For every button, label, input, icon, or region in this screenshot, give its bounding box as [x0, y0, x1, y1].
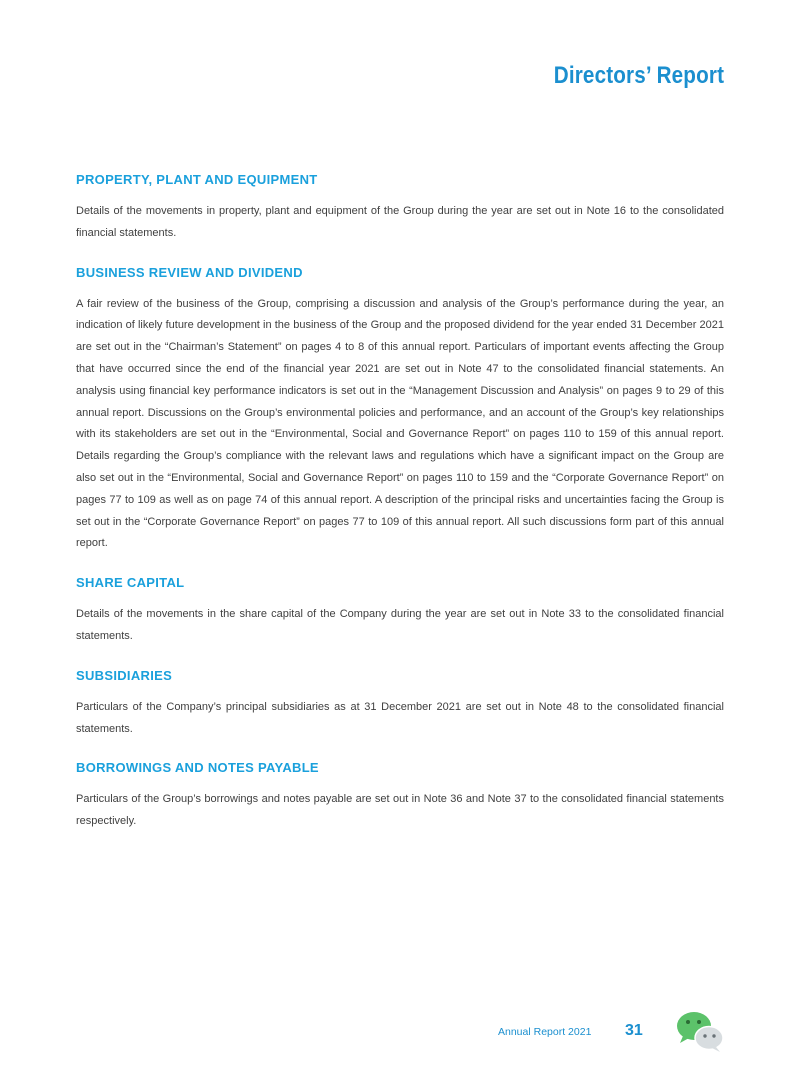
section-heading: SUBSIDIARIES: [76, 667, 173, 683]
section-body: Particulars of the Company’s principal subsidiaries as at 31 December 2021 are set out in Note 48 to the consolidated financial statements.: [76, 700, 724, 735]
section-business-review: [76, 265, 724, 556]
wechat-icon: [674, 1008, 726, 1054]
wechat-bubble-small-tail: [712, 1047, 720, 1052]
page-title: Directors’ Report: [553, 62, 724, 89]
section-heading: BUSINESS REVIEW AND DIVIDEND: [76, 264, 303, 280]
section-body: Details of the movements in the share capital of the Company during the year are set out in Note 33 to the consolidated financial statements.: [76, 608, 724, 642]
page-number: 31: [625, 1022, 643, 1039]
section-body: A fair review of the business of the Group, comprising a discussion and analysis of the Group’s performance during the year, an indication of likely future development in the business of the Group and the proposed dividend for the year ended 31 December 2021 are set out in the “Chairman’s Statement” on pages 4 to 8 of this annual report. Particulars of important events affecting the Group that have occurred since the end of the financial year 2021 are set out in Note 47 to the consolidated financial statements. An analysis using financial key performance indicators is set out in the “Management Discussion and Analysis” on pages 9 to 29 of this annual report. Discussions on the Group’s environmental policies and performance, and an account of the Group’s key relationships with its stakeholders are set out in the “Environmental, Social and Governance Report” on pages 110 to 159 of this annual report. Details regarding the Group’s compliance with the relevant laws and regulations which have a significant impact on the Group are also set out in the “Environmental, Social and Governance Report” on pages 110 to 159 and the “Corporate Governance Report” on pages 77 to 109 as well as on page 74 of this annual report. A description of the principal risks and uncertainties facing the Group is set out in the “Corporate Governance Report” on pages 77 to 109 of this annual report. All such discussions form part of this annual report.: [76, 297, 724, 550]
wechat-bubble-large: [677, 1012, 711, 1040]
wechat-eye: [697, 1020, 701, 1024]
section-body: Details of the movements in property, plant and equipment of the Group during the year are set out in Note 16 to the consolidated financial statements.: [76, 205, 724, 239]
section-borrowings: [76, 760, 724, 833]
section-property-plant-equipment: [76, 172, 724, 245]
section-heading: SHARE CAPITAL: [76, 575, 185, 591]
section-heading: PROPERTY, PLANT AND EQUIPMENT: [76, 172, 318, 187]
report-label: Annual Report 2021: [498, 1026, 592, 1038]
wechat-bubble-small: [695, 1027, 723, 1050]
section-body: Particulars of the Group’s borrowings and notes payable are set out in Note 36 and Note 37 to the consolidated financial statements respectively.: [76, 793, 724, 828]
section-subsidiaries: [76, 668, 724, 741]
wechat-bubble-large-tail: [680, 1036, 689, 1043]
section-heading: BORROWINGS AND NOTES PAYABLE: [76, 760, 319, 776]
wechat-eye: [703, 1034, 706, 1037]
section-share-capital: [76, 575, 724, 648]
wechat-eye: [712, 1034, 715, 1037]
wechat-eye: [686, 1020, 690, 1024]
report-content: [76, 172, 724, 853]
